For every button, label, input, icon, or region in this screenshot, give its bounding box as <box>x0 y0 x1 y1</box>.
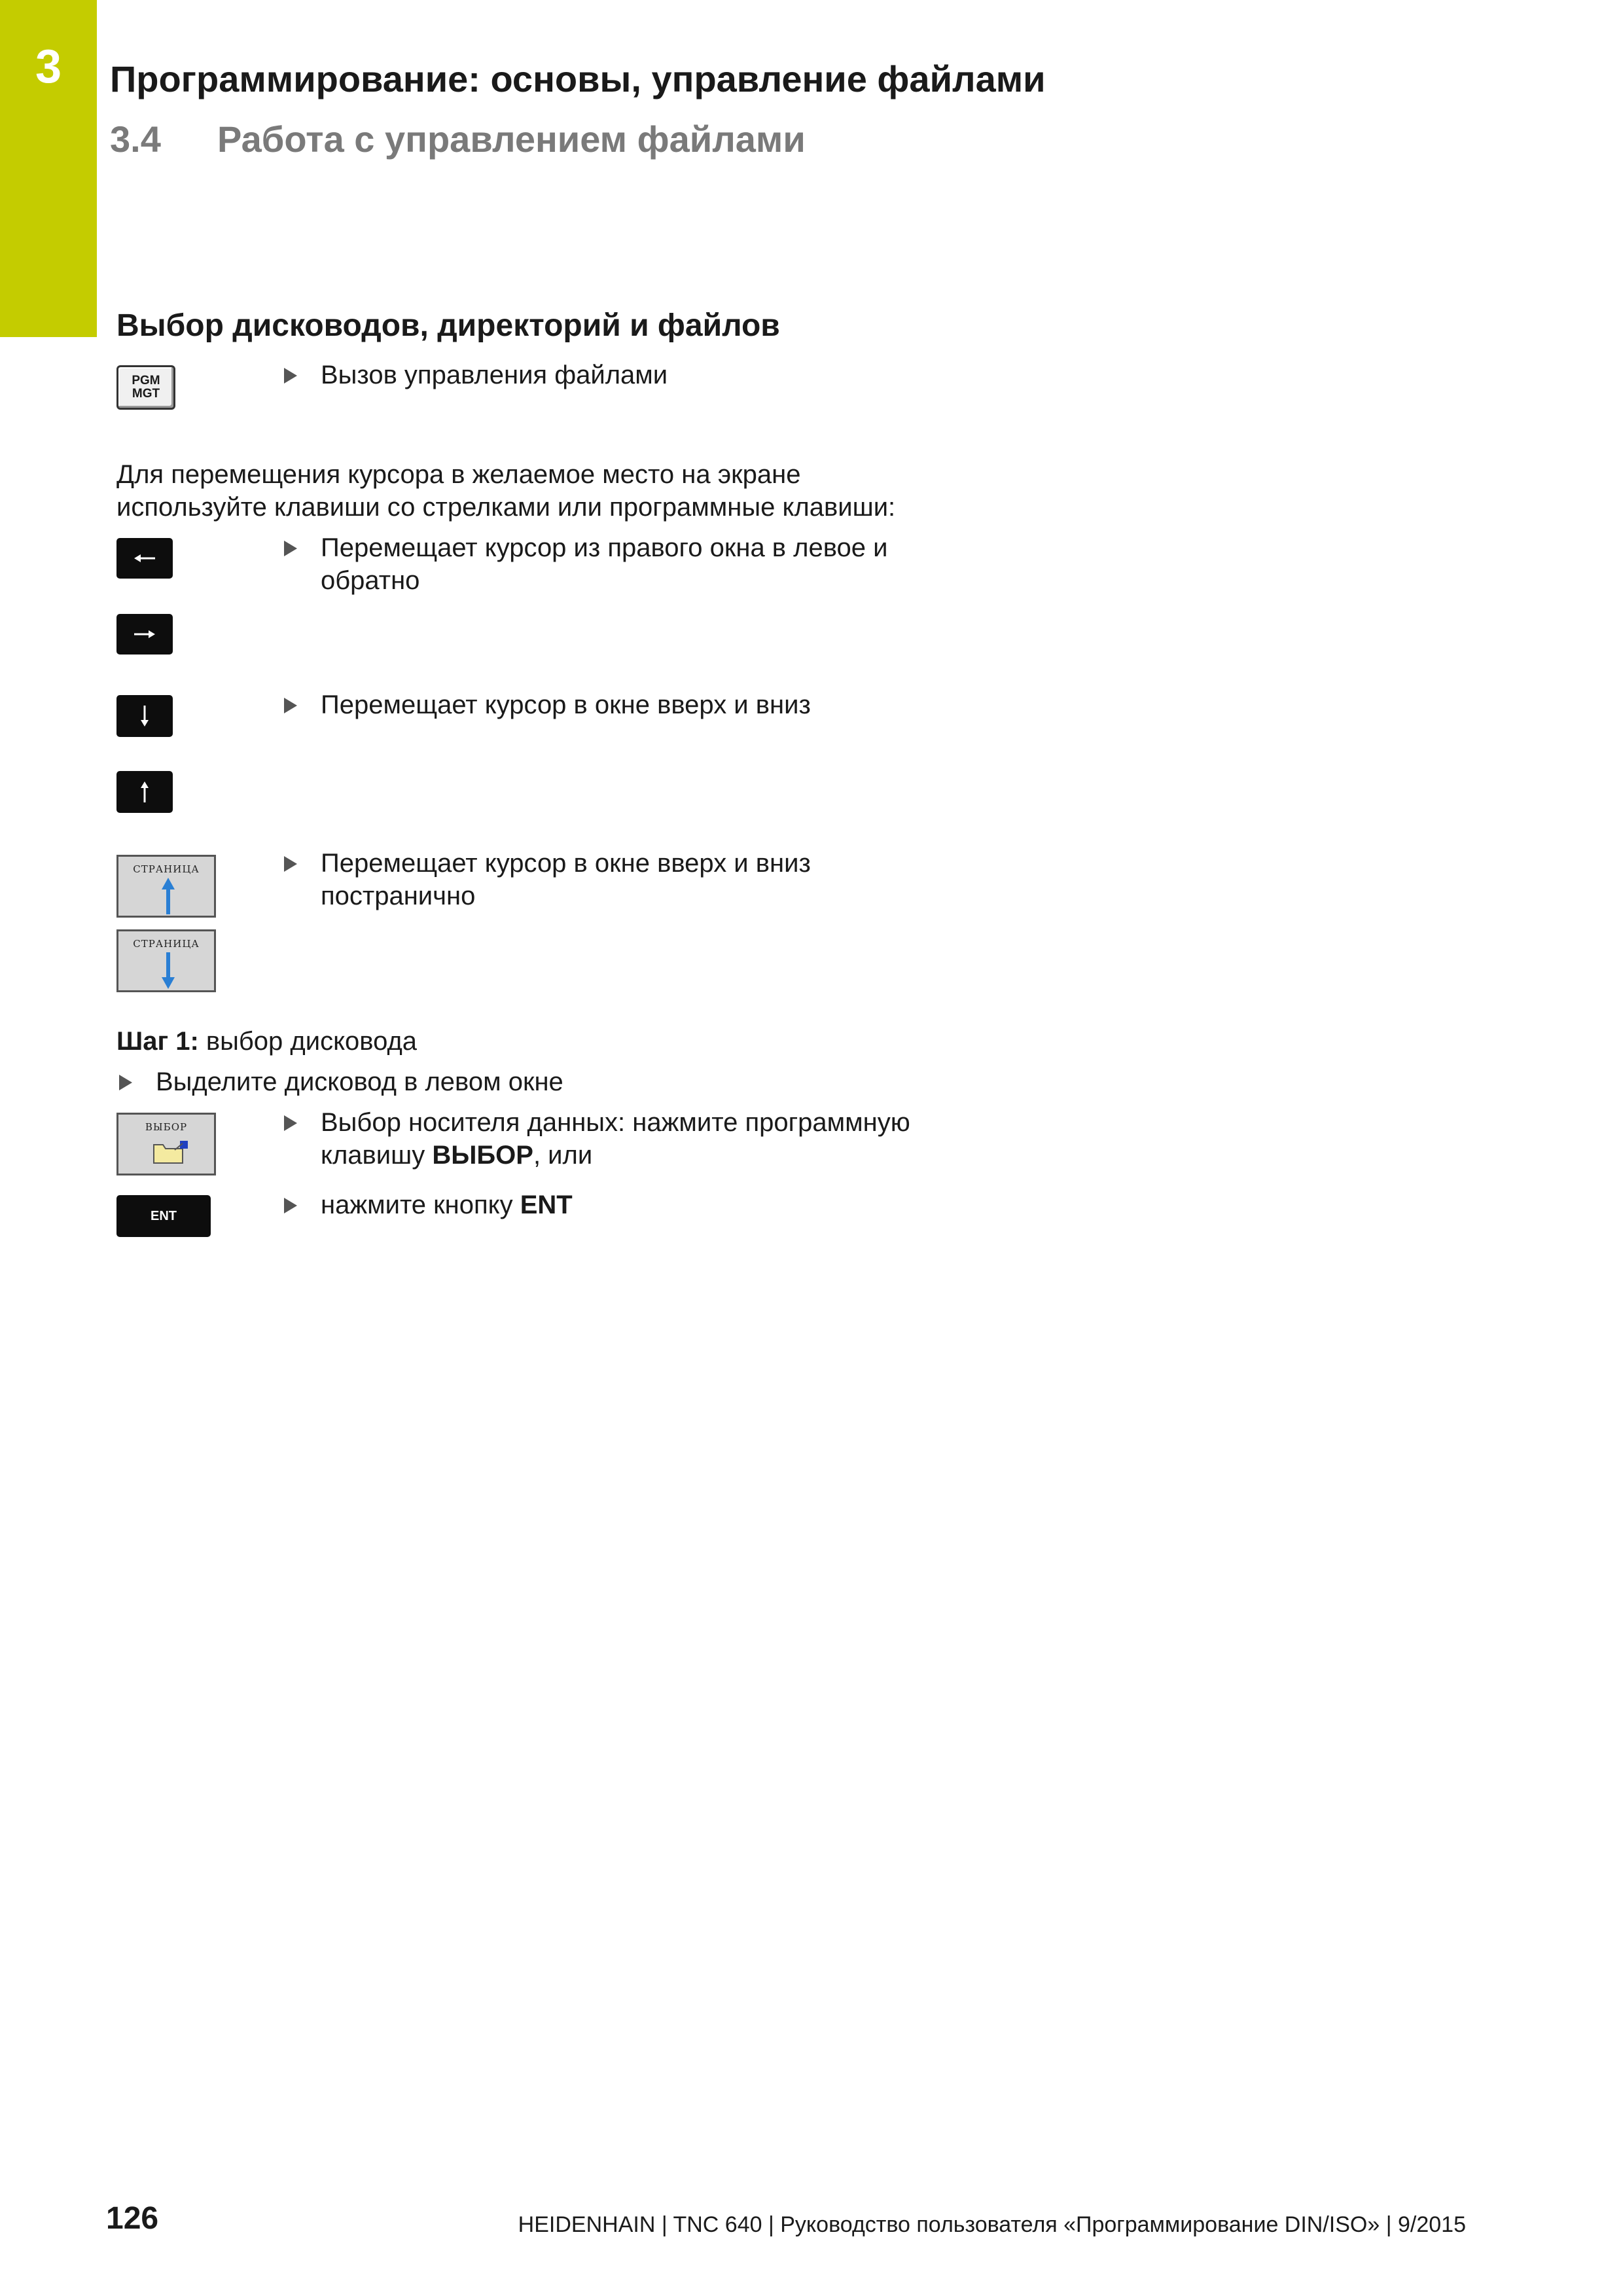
left-right-text-line-2: обратно <box>321 566 420 595</box>
up-down-text: Перемещает курсор в окне вверх и вниз <box>321 691 811 719</box>
page-down-softkey[interactable] <box>116 929 216 992</box>
select-softkey-label: ВЫБОР <box>145 1121 188 1133</box>
bullet-icon <box>284 541 297 556</box>
section-heading: Выбор дисководов, директорий и файлов <box>116 308 780 343</box>
ent-key-name: ENT <box>520 1191 573 1219</box>
ent-text-prefix: нажмите кнопку <box>321 1191 520 1219</box>
chapter-number: 3 <box>35 41 62 93</box>
arrow-down-key[interactable] <box>116 695 173 737</box>
page-number: 126 <box>106 2201 159 2236</box>
ent-text <box>321 1189 573 1221</box>
bullet-icon <box>284 368 297 384</box>
step-1-heading <box>116 1025 417 1058</box>
page-up-softkey[interactable] <box>116 855 216 918</box>
arrow-down-icon <box>138 703 151 729</box>
ent-key-label: ENT <box>151 1208 177 1223</box>
bullet-icon <box>284 856 297 872</box>
left-right-text-line-1: Перемещает курсор из правого окна в левое и <box>321 533 888 562</box>
intro-line-1: Для перемещения курсора в желаемое место на экране <box>116 460 801 489</box>
page-up-softkey-label: СТРАНИЦА <box>133 863 200 875</box>
select-text-prefix: клавишу <box>321 1141 433 1170</box>
arrow-up-icon <box>138 779 151 805</box>
arrow-right-icon <box>132 628 158 641</box>
footer-text: HEIDENHAIN | TNC 640 | Руководство пользователя «Программирование DIN/ISO» | 9/2015 <box>518 2212 1466 2237</box>
section-title: Работа с управлением файлами <box>217 118 806 160</box>
arrow-up-key[interactable] <box>116 771 173 813</box>
section-header <box>110 118 806 160</box>
bullet-icon <box>284 1198 297 1213</box>
page-up-arrow-icon <box>160 876 176 916</box>
select-text-line-2 <box>321 1139 592 1172</box>
arrow-right-key[interactable] <box>116 614 173 655</box>
page-text-line-2: постранично <box>321 882 476 910</box>
bullet-icon <box>119 1075 132 1090</box>
call-file-manager-text: Вызов управления файлами <box>321 361 668 389</box>
select-softkey[interactable] <box>116 1113 216 1175</box>
select-text-suffix: , или <box>533 1141 593 1170</box>
page-down-arrow-icon <box>160 951 176 990</box>
select-text-line-1: Выбор носителя данных: нажмите программную <box>321 1108 910 1137</box>
select-key-name: ВЫБОР <box>432 1141 533 1170</box>
chapter-tab <box>0 0 97 337</box>
page-text-line-1: Перемещает курсор в окне вверх и вниз <box>321 849 811 878</box>
select-drive-text: Выделите дисковод в левом окне <box>156 1067 563 1096</box>
arrow-left-key[interactable] <box>116 538 173 579</box>
folder-icon <box>151 1137 192 1166</box>
chapter-title: Программирование: основы, управление файлами <box>110 58 1046 99</box>
bullet-icon <box>284 698 297 713</box>
pgm-key-line2: MGT <box>132 387 160 401</box>
bullet-icon <box>284 1115 297 1131</box>
step-text: выбор дисковода <box>198 1027 418 1056</box>
pgm-mgt-key[interactable] <box>116 365 175 410</box>
page-down-softkey-label: СТРАНИЦА <box>133 938 200 950</box>
arrow-left-icon <box>132 552 158 565</box>
pgm-key-line1: PGM <box>132 374 160 387</box>
intro-line-2: используйте клавиши со стрелками или программные клавиши: <box>116 493 896 522</box>
step-label: Шаг 1: <box>116 1027 199 1056</box>
ent-key[interactable] <box>116 1195 211 1237</box>
section-number: 3.4 <box>110 118 161 160</box>
